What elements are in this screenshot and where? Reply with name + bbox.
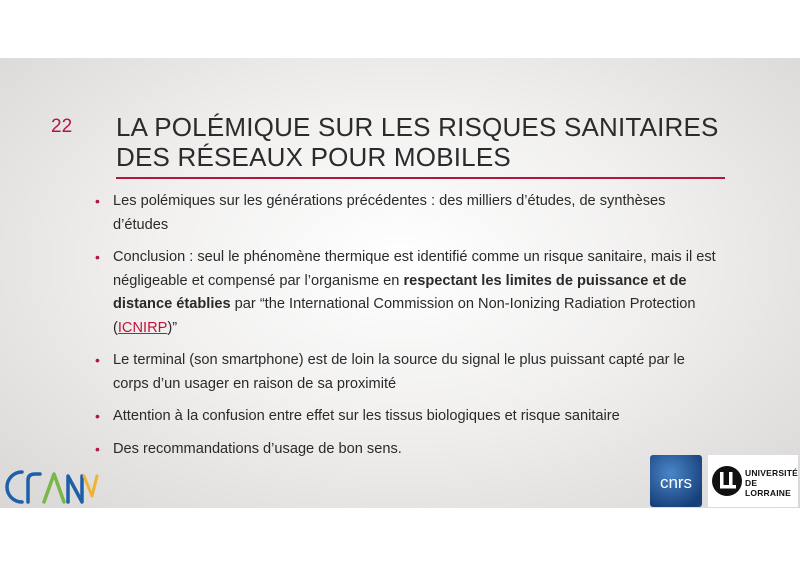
- ul-logo-line-1: UNIVERSITÉ: [745, 468, 799, 478]
- bullet-marker: •: [95, 408, 100, 424]
- ul-logo-text: [745, 468, 798, 498]
- slide-title: [116, 112, 756, 172]
- ul-emblem-icon: [710, 461, 744, 501]
- slide-title-line-1: LA POLÉMIQUE SUR LES RISQUES SANITAIRES: [116, 112, 719, 142]
- bullet-item: [94, 405, 719, 429]
- bullet-text: Les polémiques sur les générations précédentes : des milliers d’études, de synthèses d’études: [113, 193, 666, 233]
- bullet-item: [94, 246, 719, 340]
- cran-logo: [0, 462, 100, 512]
- bullet-item: [94, 438, 719, 462]
- bullet-text: Conclusion : seul le phénomène thermique est identifié comme un risque sanitaire, mais il est négligeable et compensé par l’organisme en: [113, 249, 716, 289]
- bullet-item: [94, 349, 719, 396]
- bullet-bold-text: respectant les limites de puissance et de distance établies: [113, 272, 687, 312]
- bullet-list: [94, 190, 719, 470]
- bullet-marker: •: [95, 249, 100, 265]
- bullet-text: Des recommandations d’usage de bon sens.: [113, 440, 402, 457]
- icnirp-link[interactable]: ICNIRP: [117, 319, 168, 336]
- bullet-marker: •: [95, 440, 100, 457]
- cnrs-logo-text: cnrs: [659, 473, 693, 492]
- ul-logo-line-2: DE LORRAINE: [745, 478, 791, 498]
- bullet-text: Le terminal (son smartphone) est de loin la source du signal le plus puissant capté par le corps d’un usager en raison de sa proximité: [113, 352, 685, 392]
- cnrs-logo: [650, 455, 702, 507]
- bullet-marker: •: [95, 193, 100, 209]
- bullet-text: )”: [167, 319, 178, 336]
- bullet-text: Attention à la confusion entre effet sur les tissus biologiques et risque sanitaire: [113, 408, 620, 424]
- bullet-text: par “the International Commission on Non-Ionizing Radiation Protection (: [113, 296, 696, 336]
- bullet-marker: •: [95, 352, 100, 368]
- universite-lorraine-logo: [708, 455, 798, 507]
- slide-number: 22: [51, 116, 73, 137]
- title-divider: [116, 177, 725, 179]
- bullet-item: [94, 190, 719, 237]
- slide-title-line-2: DES RÉSEAUX POUR MOBILES: [116, 142, 511, 172]
